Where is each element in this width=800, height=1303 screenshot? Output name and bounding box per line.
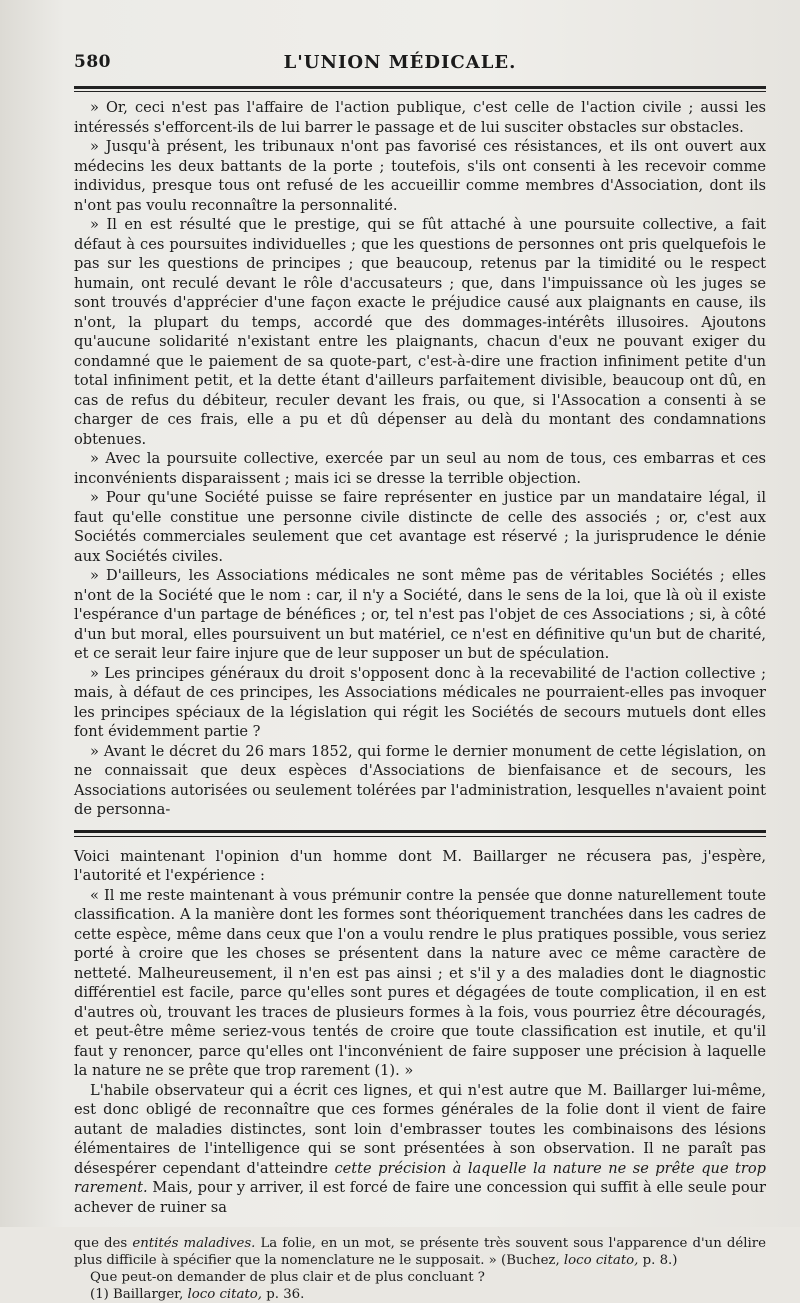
section-divider — [74, 830, 766, 833]
footnote-reference — [74, 1286, 766, 1303]
paragraph: » Avec la poursuite collective, exercée par un seul au nom de tous, ces embarras et ces inconvénients disparaissent ; mais ici se dresse la terrible objection. — [74, 450, 766, 487]
article-section-2 — [74, 847, 766, 1218]
footnote-line: Que peut-on demander de plus clair et de plus concluant ? — [90, 1270, 485, 1285]
quote-paragraph: « Il me reste maintenant à vous prémunir contre la pensée que donne naturellement toute classification. A la manière dont les formes sont théoriquement tranchées dans les cadres de cette espèce, même dans ceux que l'on a voulu rendre le plus pratiques possible, vous seriez porté à croire que les choses se présentent dans la nature avec ce même caractère de netteté. Malheureusement, il n'en est pas ainsi ; et s'il y a des maladies dont le diagnostic différentiel est facile, parce qu'elles sont pures et dégagées de toute complication, il en est d'autres où, trouvant les traces de plusieurs formes à la fois, vous pourriez être découragés, et peut-être même seriez-vous tentés de croire que toute classification est inutile, et qu'il faut y renoncer, parce qu'elles ont l'inconvénient de faire supposer une précision à laquelle la nature ne se prête que trop rarement (1). » — [74, 886, 766, 1079]
text-run: que des — [74, 1236, 133, 1251]
page-number: 580 — [74, 52, 111, 72]
text-run: L'habile observateur qui a écrit ces lignes, et qui n'est autre que M. Baillarger lui-même, est donc obligé de reconnaître que ces formes générales de la folie dont il vient de faire autant de maladies distinctes, sont loin d'embrasser toutes les combinaisons des lésions élémentaires de l'intelligence qui se sont présentées à son observation. Il ne paraît pas désespérer cependant d'atteindre — [74, 1081, 766, 1177]
paragraph: » Jusqu'à présent, les tribunaux n'ont pas favorisé ces résistances, et ils ont ouvert aux médecins les deux battants de la porte ; toutefois, s'ils ont consenti à les recevoir comme individus, presque tous ont refusé de les accueillir comme membres d'Association, dont ils n'ont pas voulu reconnaître la personnalité. — [74, 138, 766, 214]
article-section-1 — [74, 98, 766, 820]
paragraph: » Pour qu'une Société puisse se faire représenter en justice par un mandataire légal, il faut qu'elle constitue une personne civile distincte de celle des associés ; or, c'est aux Sociétés commerciales seulement que cet avantage est réservé ; la jurisprudence le dénie aux Sociétés civiles. — [74, 489, 766, 565]
paragraph: » Or, ceci n'est pas l'affaire de l'action publique, c'est celle de l'action civile ; aussi les intéressés s'efforcent-ils de lui barrer le passage et de lui susciter obstacles sur obstacles. — [74, 99, 766, 136]
paragraph: » D'ailleurs, les Associations médicales ne sont même pas de véritables Sociétés ; elles n'ont de la Société que le nom : car, il n'y a Société, dans le sens de la loi, que là où il existe l'espérance d'un partage de bénéfices ; or, tel n'est pas l'objet de ces Associations ; si, à côté d'un but moral, elles poursuivent un but matériel, ce n'est en définitive qu'un but de charité, et ce serait leur faire injure que de leur supposer un but de spéculation. — [74, 567, 766, 662]
running-title: L'UNION MÉDICALE. — [283, 52, 517, 73]
italic-text: entités maladives. — [132, 1236, 256, 1251]
footnote-block — [74, 1235, 766, 1303]
section-divider-thin — [74, 836, 766, 837]
text-run: La folie, en un mot, se présente très souvent sous l'apparence d'un délire plus difficile à spécifier que la nomenclature ne le supposait. » (Buchez, — [74, 1236, 766, 1268]
header-rule — [74, 86, 766, 89]
text-run: Mais, pour y arriver, il est forcé de faire une concession qui suffit à elle seule pour achever de ruiner sa — [74, 1179, 766, 1216]
paragraph: » Avant le décret du 26 mars 1852, qui forme le dernier monument de cette législation, on ne connaissait que deux espèces d'Associations de bienfaisance et de secours, les Associations autorisées ou seulement tolérées par l'administration, lesquelles n'avaient point de personna- — [74, 742, 766, 818]
paragraph: » Les principes généraux du droit s'opposent donc à la recevabilité de l'action collective ; mais, à défaut de ces principes, les Associations médicales ne pourraient-elles pas invoquer les principes spéciaux de la législation qui régit les Sociétés de secours mutuels dont elles font évidemment partie ? — [74, 664, 766, 740]
italic-text: loco citato, — [187, 1287, 263, 1302]
text-run: p. 36. — [262, 1287, 305, 1302]
paragraph: Voici maintenant l'opinion d'un homme dont M. Baillarger ne récusera pas, j'espère, l'autorité et l'expérience : — [74, 847, 766, 884]
italic-quote: cette précision à laquelle la nature ne se prête que trop rarement. — [74, 1159, 766, 1196]
header-rule-thin — [74, 91, 766, 92]
paragraph: » Il en est résulté que le prestige, qui se fût attaché à une poursuite collective, a fait défaut à ces poursuites individuelles ; que les questions de personnes ont pris quelquefois le pas sur les questions de principes ; que beaucoup, retenus par la timidité ou le respect humain, ont reculé devant le rôle d'accusateurs ; que, dans l'impuissance où les juges se sont trouvés d'apprécier d'une façon exacte le préjudice causé aux plaignants en cause, ils n'ont, la plupart du temps, accordé que des dommages-intérêts illusoires. Ajoutons qu'aucune solidarité n'existant entre les plaignants, chacun d'eux ne pouvant exiger du condamné que le paiement de sa quote-part, c'est-à-dire une fraction infiniment petite d'un total infiniment petit, et la dette étant d'ailleurs parfaitement divisible, beaucoup ont dû, en cas de refus du débiteur, reculer devant les frais, ou que, si l'Assocation a consenti à se charger de ces frais, elle a pu et dû dépenser au delà du montant des condamnations obtenues. — [74, 216, 766, 448]
paragraph — [74, 1081, 766, 1218]
footnote-line — [74, 1235, 766, 1269]
text-run: p. 8.) — [638, 1253, 678, 1268]
italic-text: loco citato, — [563, 1253, 639, 1268]
text-run: (1) Baillarger, — [90, 1287, 188, 1302]
